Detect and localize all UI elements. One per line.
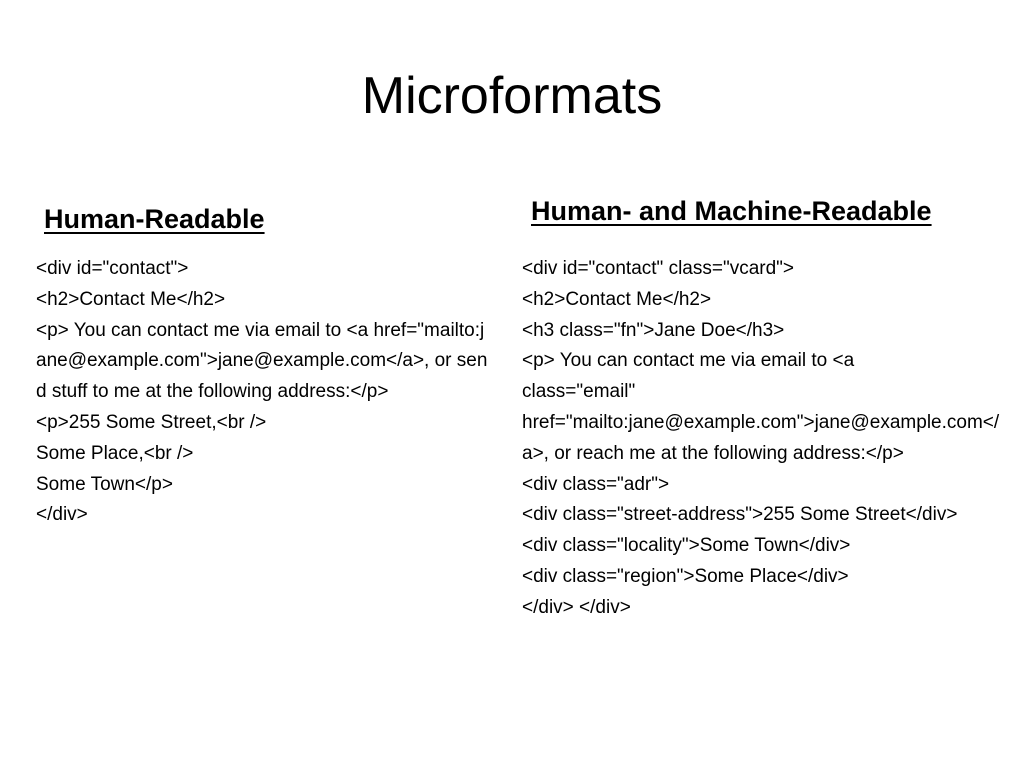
code-line: Some Town</p> — [36, 473, 173, 495]
code-line: <div class="adr"> — [522, 473, 670, 495]
human-readable-code-block — [36, 254, 494, 531]
code-line: <div id="contact"> — [36, 258, 189, 279]
machine-readable-code-block — [522, 254, 1000, 624]
code-line: <h3 class="fn">Jane Doe</h3> — [522, 319, 785, 341]
code-line: <h2>Contact Me</h2> — [36, 288, 226, 310]
code-line: <p> You can contact me via email to <a href="mailto:jane@example.com">jane@example.com</a>, or send stuff to me at the following address:</p> — [36, 319, 488, 403]
code-line: </div> — [36, 504, 88, 526]
code-line: <div class="street-address">255 Some Street</div> — [522, 504, 958, 526]
code-line: <h2>Contact Me</h2> — [522, 288, 712, 310]
code-line: <div class="region">Some Place</div> — [522, 565, 849, 587]
machine-readable-heading: Human- and Machine-Readable — [531, 196, 932, 226]
code-line: <p> You can contact me via email to <a — [522, 350, 855, 372]
code-line: <p>255 Some Street,<br /> — [36, 411, 267, 433]
human-readable-heading: Human-Readable — [44, 204, 265, 234]
code-line: Some Place,<br /> — [36, 442, 194, 464]
code-line: <div id="contact" class="vcard"> — [522, 258, 795, 279]
code-line: <div class="locality">Some Town</div> — [522, 535, 851, 557]
code-line: class="email" — [522, 381, 636, 403]
code-line: href="mailto:jane@example.com">jane@example.com</a>, or reach me at the following address:</p> — [522, 411, 1000, 464]
slide-title: Microformats — [361, 67, 663, 125]
code-line: </div> </div> — [522, 596, 631, 618]
